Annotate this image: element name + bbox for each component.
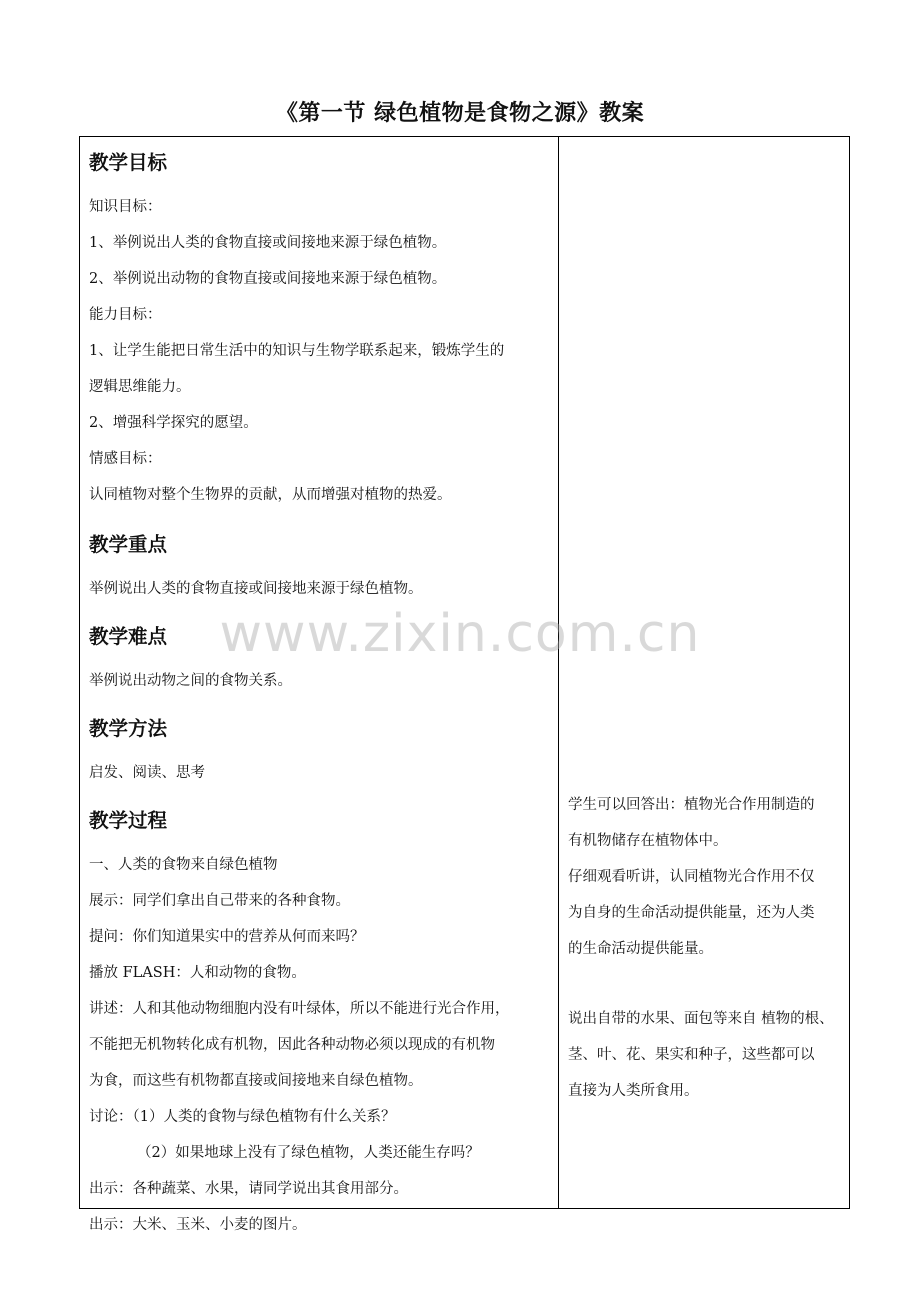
- ability-item-1-cont: 逻辑思维能力。: [89, 379, 191, 395]
- emotion-item-1: 认同植物对整个生物界的贡献，从而增强对植物的热爱。: [89, 487, 452, 503]
- activity-line: 的生命活动提供能量。: [568, 941, 713, 957]
- key-points-text: 举例说出人类的食物直接或间接地来源于绿色植物。: [89, 581, 423, 597]
- process-line: 展示：同学们拿出自己带来的各种食物。: [89, 893, 350, 909]
- column-divider: [558, 137, 559, 1208]
- emotion-label: 情感目标：: [89, 451, 162, 467]
- process-line: 讲述：人和其他动物细胞内没有叶绿体，所以不能进行光合作用，: [89, 1001, 510, 1017]
- watermark: www.zixin.com.cn: [219, 604, 701, 664]
- activity-line: 学生可以回答出：植物光合作用制造的: [568, 797, 815, 813]
- activity-line: 直接为人类所食用。: [568, 1083, 699, 1099]
- process-line: 出示：大米、玉米、小麦的图片。: [89, 1217, 307, 1233]
- process-line: 不能把无机物转化成有机物，因此各种动物必须以现成的有机物: [89, 1037, 495, 1053]
- knowledge-item-2: 2、举例说出动物的食物直接或间接地来源于绿色植物。: [89, 271, 447, 287]
- activity-line: 茎、叶、花、果实和种子，这些都可以: [568, 1047, 815, 1063]
- knowledge-label: 知识目标：: [89, 199, 162, 215]
- key-points-heading: 教学重点: [89, 533, 168, 556]
- activity-line: 为自身的生命活动提供能量，还为人类: [568, 905, 815, 921]
- process-line: 出示：各种蔬菜、水果，请同学说出其食用部分。: [89, 1181, 408, 1197]
- process-line: 提问：你们知道果实中的营养从何而来吗？: [89, 929, 365, 945]
- methods-heading: 教学方法: [89, 717, 168, 740]
- document-title: 《第一节 绿色植物是食物之源》教案: [275, 101, 645, 126]
- student-activity-column: [568, 787, 853, 1109]
- knowledge-item-1: 1、举例说出人类的食物直接或间接地来源于绿色植物。: [89, 235, 447, 251]
- teaching-content-column: [89, 145, 555, 1243]
- lesson-plan-table: [79, 136, 850, 1233]
- ability-label: 能力目标：: [89, 307, 162, 323]
- ability-item-1: 1、让学生能把日常生活中的知识与生物学联系起来，锻炼学生的: [89, 343, 505, 359]
- activity-line: 仔细观看听讲，认同植物光合作用不仅: [568, 869, 815, 885]
- process-line: （2）如果地球上没有了绿色植物，人类还能生存吗？: [137, 1145, 480, 1161]
- process-heading: 教学过程: [89, 809, 168, 832]
- process-line: 讨论：（1）人类的食物与绿色植物有什么关系？: [89, 1109, 396, 1125]
- difficulties-heading: 教学难点: [89, 625, 168, 648]
- process-line: 播放 FLASH：人和动物的食物。: [89, 965, 306, 981]
- activity-line: 说出自带的水果、面包等来自 植物的根、: [568, 1011, 834, 1027]
- difficulties-text: 举例说出动物之间的食物关系。: [89, 673, 292, 689]
- ability-item-2: 2、增强科学探究的愿望。: [89, 415, 258, 431]
- activity-line: 有机物储存在植物体中。: [568, 833, 728, 849]
- methods-text: 启发、阅读、思考: [89, 765, 205, 781]
- objectives-heading: 教学目标: [89, 151, 168, 174]
- process-line: 一、人类的食物来自绿色植物: [89, 857, 278, 873]
- process-line: 为食，而这些有机物都直接或间接地来自绿色植物。: [89, 1073, 423, 1089]
